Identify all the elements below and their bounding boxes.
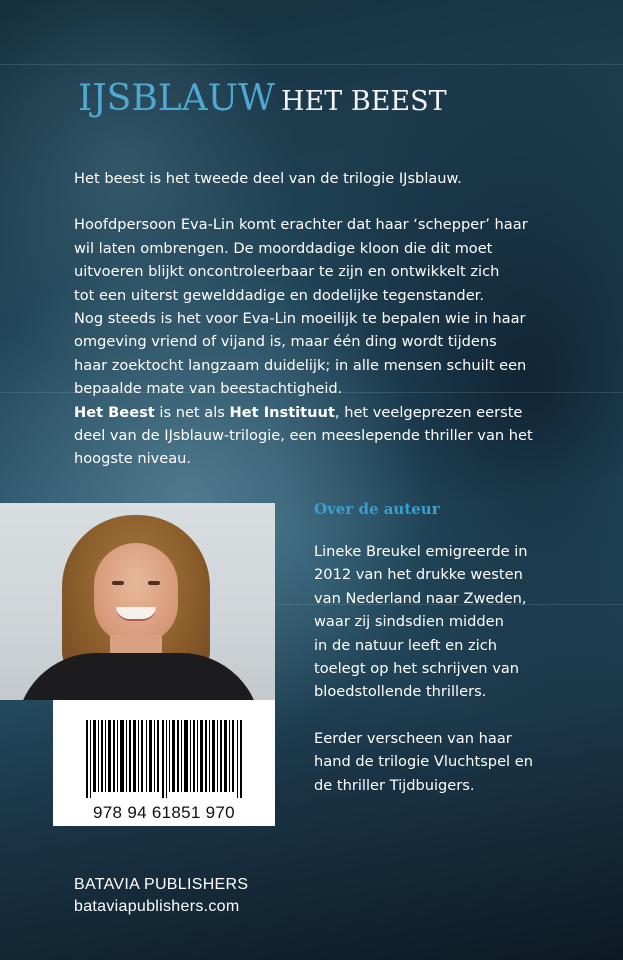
other-works-line: hand de trilogie Vluchtspel en [314, 753, 533, 771]
blurb-line: bepaalde mate van beestachtigheid. [74, 380, 343, 398]
bio-line: toelegt op het schrijven van [314, 660, 520, 678]
author-heading: Over de auteur [314, 500, 440, 518]
book-subtitle: HET BEEST [281, 86, 447, 117]
blurb-line: deel van de IJsblauw-trilogie, een meeslepende thriller van het [74, 427, 533, 445]
series-title: IJSBLAUW [78, 78, 276, 119]
bio-line: waar zij sindsdien midden [314, 613, 504, 631]
other-works-line: Eerder verscheen van haar [314, 729, 512, 747]
blurb-line: wil laten ombrengen. De moorddadige kloon die dit moet [74, 239, 493, 257]
publisher-name: BATAVIA PUBLISHERS [74, 876, 249, 893]
bio-line: bloedstollende thrillers. [314, 683, 487, 701]
blurb-line: uitvoeren blijkt oncontroleerbaar te zijn en ontwikkelt zich [74, 263, 500, 281]
bio-line: in de natuur leeft en zich [314, 636, 497, 654]
other-works-line: de thriller Tijdbuigers. [314, 776, 475, 794]
blurb [74, 167, 544, 471]
blurb-line: hoogste niveau. [74, 450, 192, 468]
author-bio [314, 540, 604, 797]
barcode-label [53, 700, 275, 826]
bio-line: 2012 van het drukke westen [314, 566, 523, 584]
blurb-line: tot een uiterst gewelddadige en dodelijke tegenstander. [74, 286, 484, 304]
book-title [78, 78, 447, 119]
book-name-bold: Het Beest [74, 403, 155, 421]
blurb-line: haar zoektocht langzaam duidelijk; in alle mensen schuilt een [74, 356, 527, 374]
blurb-intro: Het beest is het tweede deel van de trilogie IJsblauw. [74, 170, 462, 187]
publisher-website[interactable]: bataviapublishers.com [74, 898, 240, 915]
blurb-line: Hoofdpersoon Eva-Lin komt erachter dat haar ‘schepper’ haar [74, 216, 528, 234]
isbn-number: 978 94 61851 970 [93, 803, 235, 822]
wall-seam [0, 64, 623, 65]
blurb-line: Nog steeds is het voor Eva-Lin moeilijk te bepalen wie in haar [74, 310, 526, 328]
blurb-closing: Het Beest is net als Het Instituut, het veelgeprezen eerste [74, 403, 523, 421]
author-photo [0, 503, 275, 700]
first-book-name-bold: Het Instituut [229, 403, 335, 421]
blurb-line: omgeving vriend of vijand is, maar één ding wordt tijdens [74, 333, 497, 351]
bio-line: Lineke Breukel emigreerde in [314, 543, 528, 560]
bio-line: van Nederland naar Zweden, [314, 589, 527, 607]
publisher-block [74, 874, 248, 918]
barcode [86, 720, 244, 798]
